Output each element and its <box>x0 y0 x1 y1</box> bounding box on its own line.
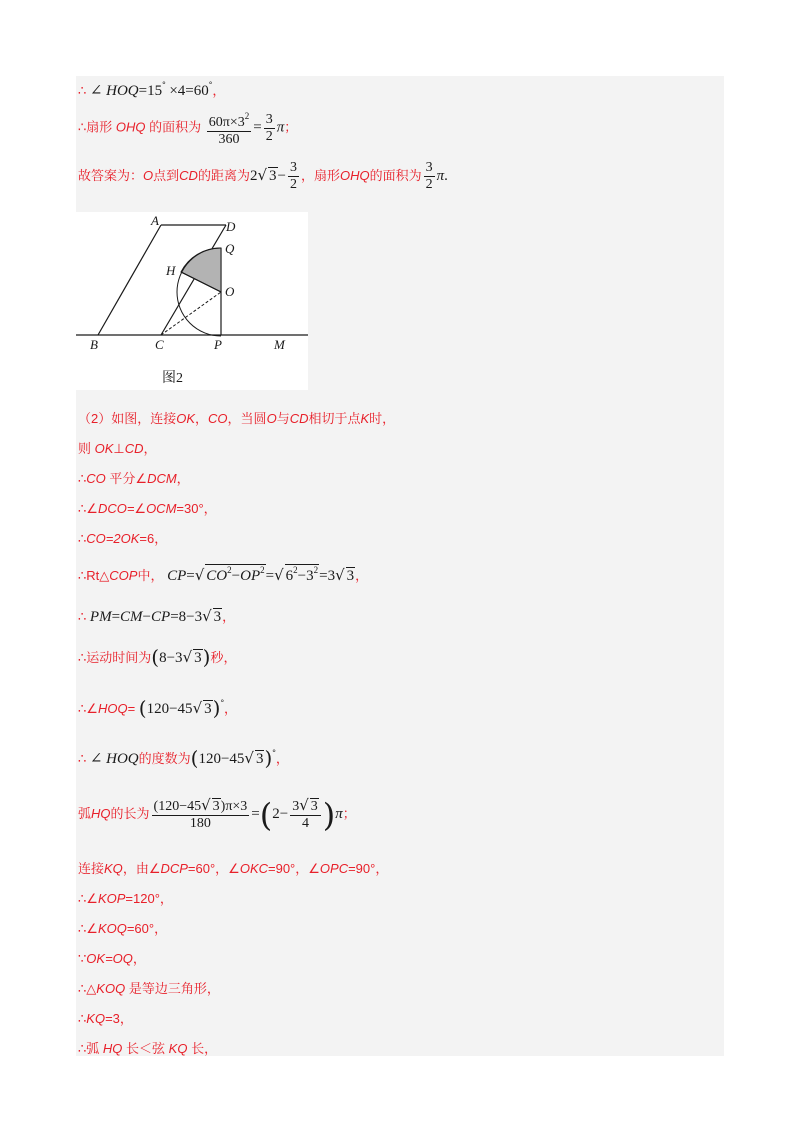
radical-sign: √ <box>182 648 193 666</box>
angle-symbol: ∠ <box>89 83 103 99</box>
text: 的长为 <box>110 806 150 821</box>
punct: . <box>444 167 448 184</box>
var: K <box>360 411 370 426</box>
point-name: O <box>143 167 154 183</box>
line-19 <box>78 978 220 997</box>
value: =3 <box>319 568 336 584</box>
text: 秒， <box>210 650 237 665</box>
text: 平分∠ <box>109 471 148 486</box>
text: ， <box>143 441 157 456</box>
therefore-symbol: ∴ <box>78 83 87 98</box>
text: ∴Rt△ <box>78 568 110 583</box>
angle-symbol: ∠ <box>89 751 103 767</box>
var: OK⊥CD <box>94 441 144 456</box>
coefficient: 2 <box>249 167 258 184</box>
var: CO <box>208 411 228 426</box>
line-17 <box>78 918 167 937</box>
text: ∴弧 <box>78 1041 100 1056</box>
line-9 <box>78 564 368 585</box>
sector-name: OHQ <box>340 167 370 183</box>
var: CP <box>167 568 187 584</box>
line-5 <box>78 438 157 457</box>
var: HQ <box>91 806 111 821</box>
line-2 <box>78 108 297 148</box>
text: ∴∠ <box>78 891 98 906</box>
text: ，扇形 <box>300 167 340 183</box>
pi: π <box>436 167 445 184</box>
numerator: 3 <box>292 799 300 815</box>
var: DCP <box>160 861 188 876</box>
text: ∴运动时间为 <box>78 650 152 665</box>
equals: = <box>111 609 121 625</box>
area-fraction <box>207 108 251 148</box>
paren-close: ) <box>322 796 336 834</box>
label-p: P <box>214 337 222 352</box>
text: 的面积为 <box>149 119 202 135</box>
degree-mark: ° <box>220 698 225 708</box>
var: HOQ <box>97 701 128 716</box>
radical-sign: √ <box>202 607 212 625</box>
numerator: 3 <box>265 111 273 127</box>
exponent: 2 <box>313 565 319 575</box>
var: KOQ <box>96 981 126 996</box>
text: ， <box>132 951 146 966</box>
paren-open: ( <box>190 746 199 770</box>
var: KQ <box>168 1041 188 1056</box>
line-13 <box>78 746 289 770</box>
fraction <box>288 160 299 193</box>
value: 6 <box>285 568 294 584</box>
var: KOP <box>97 891 126 906</box>
line-18 <box>78 948 146 967</box>
text: ， <box>195 411 209 426</box>
text: 弧 <box>78 806 92 821</box>
minus: − <box>231 568 241 584</box>
numerator: (120−45 <box>153 799 202 815</box>
pi: π <box>335 806 343 822</box>
text: =90°，∠ <box>268 861 320 876</box>
var: KOQ <box>97 921 127 936</box>
radical-sign: √ <box>192 699 203 717</box>
text: ∴ <box>78 751 87 766</box>
text: ∴△ <box>78 981 97 996</box>
var: DCM <box>147 471 177 486</box>
var: OP <box>240 568 261 584</box>
value: −3 <box>297 568 314 584</box>
text: ，由∠ <box>122 861 161 876</box>
paren-open: ( <box>151 645 160 669</box>
paren-close: ) <box>212 696 221 720</box>
angle-name: HOQ <box>106 83 139 99</box>
radicand: 3 <box>212 799 220 815</box>
radicand: 3 <box>194 650 202 666</box>
line-11 <box>78 645 236 669</box>
var: OK <box>176 411 196 426</box>
punct: ， <box>355 568 369 583</box>
radical-sign: √ <box>194 566 205 584</box>
var: DCO=∠OCM <box>97 501 177 516</box>
text: 长， <box>191 1041 218 1056</box>
text: 则 <box>78 441 92 456</box>
figure-svg <box>76 212 308 390</box>
fraction <box>424 160 435 193</box>
text: = <box>127 701 136 716</box>
label-d: D <box>226 219 236 234</box>
text: ∵ <box>78 951 87 966</box>
label-b: B <box>90 337 98 352</box>
minus: − <box>142 609 152 625</box>
value-15: =15 <box>138 83 163 99</box>
value: 120−45 <box>198 751 245 767</box>
paren-open: ( <box>138 696 147 720</box>
var: OKC <box>239 861 268 876</box>
text: ∴ <box>78 609 87 624</box>
text: 连接 <box>78 861 105 876</box>
radicand: 3 <box>255 751 264 767</box>
punct: ， <box>275 751 289 766</box>
text: 长＜弦 <box>126 1041 166 1056</box>
var: CM <box>120 609 143 625</box>
var: OK=OQ <box>86 951 133 966</box>
line-16 <box>78 888 173 907</box>
equals: = <box>186 568 195 584</box>
product-60: ×4=60 <box>169 83 209 99</box>
exponent: 2 <box>260 565 265 575</box>
shaded-sector <box>181 248 221 292</box>
line-15 <box>78 858 388 877</box>
radicand: 3 <box>269 167 277 184</box>
line-1 <box>78 80 225 100</box>
denominator: 4 <box>302 816 309 832</box>
radical-sign: √ <box>299 796 309 815</box>
text: ∴ <box>78 471 87 486</box>
punct: ； <box>342 806 356 821</box>
text: ∴∠ <box>78 501 98 516</box>
punct: ， <box>224 701 238 716</box>
value: 2− <box>272 806 289 822</box>
numerator: 60π×3 <box>208 115 245 130</box>
text: ∴扇形 <box>78 119 113 135</box>
equals: = <box>253 119 262 136</box>
fraction <box>290 797 321 832</box>
label-o: O <box>225 284 235 299</box>
label-c: C <box>155 337 164 352</box>
label-h: H <box>166 263 176 278</box>
denominator: 180 <box>189 816 211 832</box>
text: ∴ <box>78 531 87 546</box>
text: =30°， <box>176 501 217 516</box>
text: =60°，∠ <box>187 861 240 876</box>
paren-close: ) <box>202 645 211 669</box>
text: 的度数为 <box>138 751 191 766</box>
text: ∴ <box>78 1011 87 1026</box>
paren-open: ( <box>259 796 273 834</box>
segment-ab <box>98 225 161 335</box>
text: ， <box>176 471 190 486</box>
equals: = <box>265 568 275 584</box>
dashed-segment-co <box>161 292 221 335</box>
var: COP <box>109 568 138 583</box>
degree-mark: ° <box>272 748 276 758</box>
pi: π <box>276 119 285 136</box>
radical-sign: √ <box>257 165 268 184</box>
line-21 <box>78 1038 217 1057</box>
radicand: 3 <box>204 701 212 717</box>
radical-sign: √ <box>274 566 284 584</box>
degree-mark: ° <box>208 80 213 90</box>
denominator: 2 <box>289 177 297 192</box>
text: =3， <box>105 1011 133 1026</box>
punct: ， <box>222 609 236 624</box>
text: 相切于点 <box>308 411 361 426</box>
var: O <box>266 411 277 426</box>
line-3 <box>78 160 448 193</box>
equals: = <box>251 806 260 822</box>
text: 与 <box>276 411 290 426</box>
var: CO <box>206 568 228 584</box>
text: 中， <box>137 568 164 583</box>
var: HQ <box>102 1041 123 1056</box>
line-8 <box>78 528 167 547</box>
text: ，当圆 <box>227 411 267 426</box>
result-fraction <box>264 112 275 145</box>
text: =90°， <box>348 861 389 876</box>
label-m: M <box>274 337 285 352</box>
label-q: Q <box>225 241 235 256</box>
var: CD <box>289 411 309 426</box>
arc-fraction <box>152 797 250 832</box>
line-4 <box>78 408 395 427</box>
sector-name: OHQ <box>115 119 146 135</box>
text: 时， <box>369 411 396 426</box>
var: KQ <box>104 861 123 876</box>
text: =120°， <box>125 891 173 906</box>
geometry-figure <box>76 212 308 390</box>
line-14 <box>78 796 356 834</box>
text: 故答案为： <box>78 167 144 183</box>
radical-sign: √ <box>244 749 254 767</box>
text: 的距离为 <box>197 167 250 183</box>
var: CO=2OK <box>86 531 140 546</box>
value: 120−45 <box>146 701 193 717</box>
line-10 <box>78 606 235 626</box>
text: 是等边三角形， <box>128 981 220 996</box>
minus: − <box>277 167 286 184</box>
var: CO <box>86 471 106 486</box>
numerator: 3 <box>289 160 297 175</box>
denominator: 2 <box>265 128 273 144</box>
exponent: 2 <box>293 565 298 575</box>
value: 8−3 <box>159 650 183 666</box>
radical-sign: √ <box>335 566 345 584</box>
text: 点到 <box>153 167 180 183</box>
denominator: 2 <box>425 177 433 192</box>
var: PM <box>89 609 112 625</box>
var: CP <box>151 609 171 625</box>
text: =60°， <box>126 921 168 936</box>
segment-name: CD <box>179 167 198 183</box>
punct: ， <box>212 83 226 98</box>
figure-caption: 图2 <box>162 371 183 386</box>
text: ∴∠ <box>78 921 98 936</box>
radicand: 3 <box>310 799 318 815</box>
text: ∴∠ <box>78 701 98 716</box>
var: HOQ <box>106 751 139 767</box>
line-7 <box>78 498 217 517</box>
paren-close: ) <box>264 746 273 770</box>
denominator: 360 <box>218 132 240 147</box>
text: =6， <box>139 531 168 546</box>
value: =8−3 <box>170 609 203 625</box>
label-a: A <box>151 213 159 228</box>
text: （2）如图，连接 <box>78 411 177 426</box>
line-12 <box>78 696 237 720</box>
text: 的面积为 <box>369 167 422 183</box>
line-6 <box>78 468 190 487</box>
radicand: 3 <box>213 609 222 625</box>
punct: ； <box>284 119 298 135</box>
line-20 <box>78 1008 133 1027</box>
degree-mark: ° <box>162 80 166 90</box>
radicand: 3 <box>346 568 355 584</box>
exponent: 2 <box>227 565 232 575</box>
exponent: 2 <box>244 111 250 121</box>
var: OPC <box>319 861 349 876</box>
radical-sign: √ <box>201 796 211 815</box>
numerator-end: )π×3 <box>220 799 248 815</box>
numerator: 3 <box>425 160 433 175</box>
var: KQ <box>86 1011 106 1026</box>
